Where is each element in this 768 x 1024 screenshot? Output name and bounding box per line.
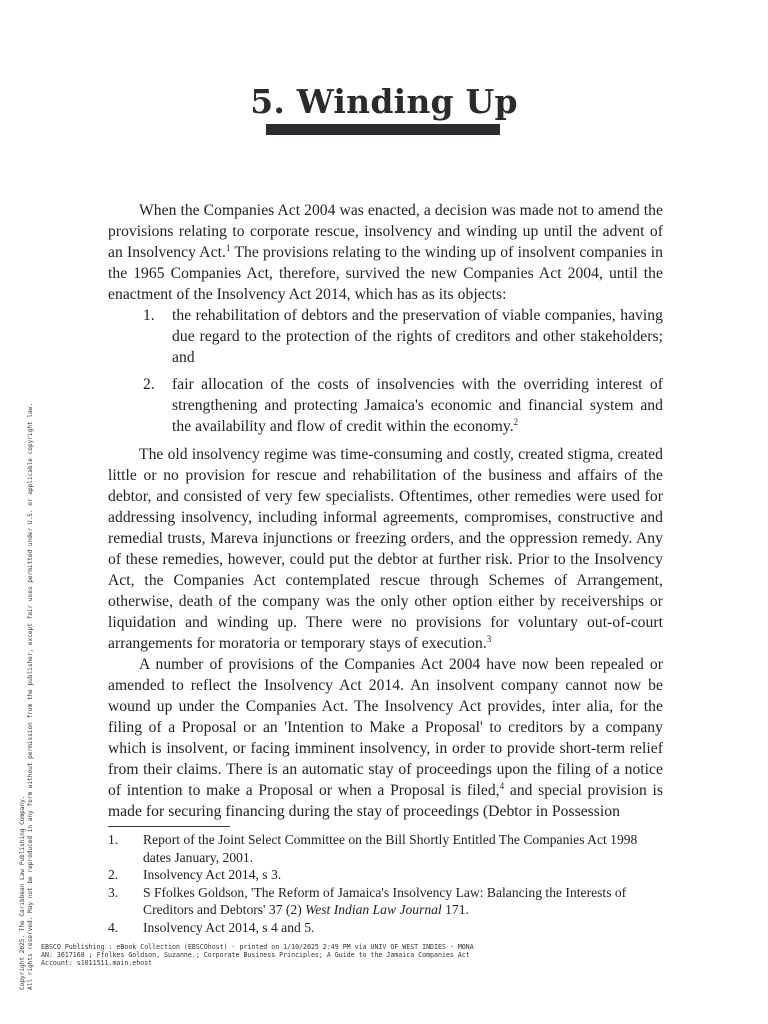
list-item-text: fair allocation of the costs of insolvencies with the overriding interest of strengthening and protecting Jamaica's economic and financial system and the availability and flow of credit within the economy.: [172, 376, 663, 436]
print-stamp-line: AN: 3617168 ; Ffolkes Goldson, Suzanne.; Corporate Business Principles; A Guide to the Jamaica Companies Act: [41, 951, 470, 960]
footnote-number: 3.: [108, 884, 119, 900]
list-item-number: 2.: [143, 376, 155, 394]
footnote-text-end: 171.: [441, 902, 469, 917]
footnote-text: Insolvency Act 2014, s 3.: [143, 867, 282, 882]
paragraph-3-text-cont: and special provision is made for securing financing during the stay of proceedings (Debtor in Possession: [108, 782, 663, 821]
paragraph-3: [108, 654, 663, 822]
print-stamp-line: Account: s1011511.main.ehost: [41, 959, 153, 968]
paragraph-1-text: When the Companies Act 2004 was enacted, a decision was made not to amend the provisions relating to corporate rescue, insolvency and winding up until the advent of an Insolvency Act.: [108, 202, 663, 262]
chapter-heading: [0, 80, 768, 124]
list-item: [108, 305, 663, 368]
title-underline-bar: [266, 124, 500, 135]
footnote-1: [108, 831, 663, 866]
footnote-ref-3[interactable]: 3: [486, 633, 492, 644]
footnote-4: [108, 919, 663, 937]
footnote-ref-1[interactable]: 1: [225, 243, 231, 254]
footnote-ref-4[interactable]: 4: [499, 781, 505, 792]
list-item: [108, 374, 663, 437]
footnote-3: [108, 884, 663, 919]
footnote-number: 2.: [108, 867, 119, 882]
list-item-text: the rehabilitation of debtors and the preservation of viable companies, having due regard to the protection of the rights of creditors and other stakeholders; and: [172, 307, 663, 367]
side-copyright-notice: [19, 330, 39, 990]
footnote-text: Report of the Joint Select Committee on the Bill Shortly Entitled The Companies Act 1998 dates January, 2001.: [143, 832, 638, 865]
chapter-title: 5. Winding Up: [250, 82, 518, 121]
footnote-2: [108, 866, 663, 884]
paragraph-3-text: A number of provisions of the Companies Act 2004 have now been repealed or amended to reflect the Insolvency Act 2014. An insolvent company cannot now be wound up under the Companies Act. The Insolvency Act provides, inter alia, for the filing of a Proposal or an 'Intention to Make a Proposal' to creditors by a company which is insolvent, or facing imminent insolvency, in order to provide short-term relief from their claims. There is an automatic stay of proceedings upon the filing of a notice of intention to make a Proposal or when a Proposal is filed,: [108, 655, 663, 800]
copyright-line: Copyright 2025. The Caribbean Law Publishing Company.: [19, 795, 26, 990]
journal-title: West Indian Law Journal: [305, 902, 442, 917]
chapter-body: [108, 200, 663, 822]
footnote-separator: [108, 826, 230, 827]
rights-line: All rights reserved. May not be reproduced in any form without permission from the publisher, except fair uses permitted under U.S. or applicable copyright law.: [27, 403, 34, 990]
objects-list: [108, 305, 663, 437]
list-item-number: 1.: [143, 307, 155, 325]
paragraph-1-text-cont: The provisions relating to the winding up of insolvent companies in the 1965 Companies Act, therefore, survived the new Companies Act 2004, until the enactment of the Insolvency Act 2014, which has as its objects:: [108, 244, 663, 304]
footnote-number: 4.: [108, 919, 119, 935]
footnote-ref-2[interactable]: 2: [513, 417, 519, 428]
footnotes: [108, 831, 663, 936]
footnote-text: Insolvency Act 2014, s 4 and 5.: [143, 919, 315, 935]
print-stamp: [41, 943, 581, 968]
print-stamp-line: EBSCO Publishing : eBook Collection (EBSCOhost) - printed on 1/10/2025 2:49 PM via UNIV OF WEST INDIES - MONA: [41, 943, 474, 951]
paragraph-2-text: The old insolvency regime was time-consuming and costly, created stigma, created little or no provision for rescue and rehabilitation of the business and affairs of the debtor, and consisted of very few specialists. Oftentimes, other remedies were used for addressing insolvency, including informal agreements, compromises, constructive and remedial trusts, Mareva injunctions or freezing orders, and the oppression remedy. Any of these remedies, however, could put the debtor at further risk. Prior to the Insolvency Act, the Companies Act contemplated rescue through Schemes of Arrangement, otherwise, death of the company was the only other option either by receiverships or liquidation and winding up. There were no provisions for voluntary out-of-court arrangements for moratoria or temporary stays of execution.: [108, 445, 663, 652]
paragraph-1: [108, 200, 663, 305]
footnote-text: S Ffolkes Goldson, 'The Reform of Jamaica's Insolvency Law: Balancing the Interests of Creditors and Debtors' 37 (2): [143, 884, 627, 917]
footnote-number: 1.: [108, 832, 119, 847]
paragraph-2: [108, 444, 663, 654]
